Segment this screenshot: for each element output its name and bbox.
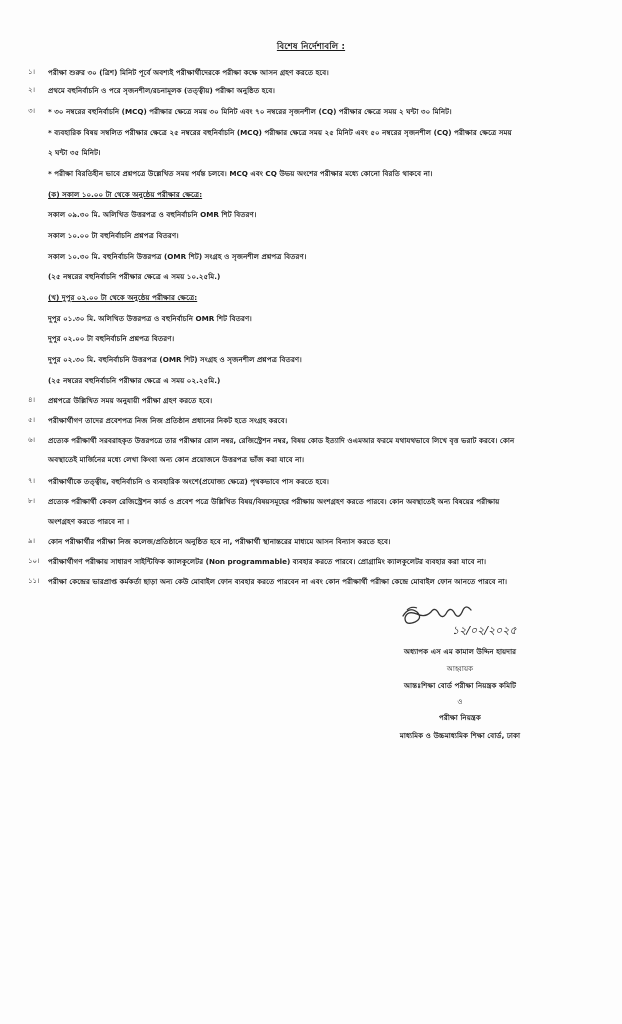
- conjunction: ও: [457, 697, 463, 706]
- item-text: কোন পরীক্ষার্থীর পরীক্ষা নিজ কলেজ/প্রতিষ্ঠানে অনুষ্ঠিত হবে না, পরীক্ষার্থী স্থানান্তরের মাধ্যমে আসন বিন্যাস করতে হবে।: [48, 537, 391, 546]
- item-number: ৪।: [28, 396, 36, 404]
- item-number: ৯।: [28, 537, 36, 545]
- document-title: বিশেষ নির্দেশাবলি :: [276, 42, 346, 52]
- item-number: ১১।: [28, 577, 40, 585]
- item-text: প্রত্যেক পরীক্ষার্থী সরবরাহকৃত উত্তরপত্রে তার পরীক্ষার রোল নম্বর, রেজিস্ট্রেশন নম্বর, বিষয় কোড ইত্যাদি ওএমআর ফরমে যথাযথভাবে লিখে বৃত্ত ভরাট করবে। কোন: [48, 436, 515, 445]
- item-number: ৮।: [28, 497, 36, 505]
- document-page: বিশেষ নির্দেশাবলি : ১। পরীক্ষা শুরুর ৩০ (ত্রিশ) মিনিট পূর্বে অবশ্যই পরীক্ষার্থীদেরকে পরীক্ষা কক্ষে আসন গ্রহণ করতে হবে। ২। প্রথমে বহুনির্বাচনি ও পরে সৃজনশীল/রচনামূলক (তত্ত্বীয়) পরীক্ষা অনুষ্ঠিত হবে। ৩। * ৩০ নম্বরের বহুনির্বাচনি (MCQ) পরীক্ষার ক্ষেত্রে সময় ৩০ মিনিট এবং ৭০ নম্বরের সৃজনশীল (CQ) পরীক্ষার ক্ষেত্রে সময় ২ ঘন্টা ৩০ মিনিট। * ব্যবহারিক বিষয় সম্বলিত পরীক্ষার ক্ষেত্রে ২৫ নম্বরের বহুনির্বাচনি (MCQ) পরীক্ষার ক্ষেত্রে সময় ২৫ মিনিট এবং ৫০ নম্বরের সৃজনশীল (CQ) পরীক্ষার ক্ষেত্রে সময় ২ ঘন্টা ৩৫ মিনিট। * পরীক্ষা বিরতিহীন ভাবে প্রশ্নপত্রে উল্লেখিত সময় পর্যন্ত চলবে। MCQ এবং CQ উভয় অংশের পরীক্ষার মধ্যে কোনো বিরতি থাকবে না। (ক) সকাল ১০.০০ টা থেকে অনুষ্ঠেয় পরীক্ষার ক্ষেত্রে: সকাল ০৯.৩০ মি. অলিখিত উত্তরপত্র ও বহুনির্বাচনি OMR শিট বিতরণ। সকাল ১০.০০ টা বহুনির্বাচনি প্রশ্নপত্র বিতরণ। সকাল ১০.৩০ মি. বহুনির্বাচনি উত্তরপত্র (OMR শিট) সংগ্রহ ও সৃজনশীল প্রশ্নপত্র বিতরণ। (২৫ নম্বরের বহুনির্বাচনি পরীক্ষার ক্ষেত্রে এ সময় ১০.২৫মি.) (খ) দুপুর ০২.০০ টা থেকে অনুষ্ঠেয় পরীক্ষার ক্ষেত্রে: দুপুর ০১.৩০ মি. অলিখিত উত্তরপত্র ও বহুনির্বাচনি OMR শিট বিতরণ। দুপুর ০২.০০ টা বহুনির্বাচনি প্রশ্নপত্র বিতরণ। দুপুর ০২.৩০ মি. বহুনির্বাচনি উত্তরপত্র (OMR শিট) সংগ্রহ ও সৃজনশীল প্রশ্নপত্র বিতরণ। (২৫ নম্বরের বহুনির্বাচনি পরীক্ষার ক্ষেত্রে এ সময় ০২.২৫মি.) ৪। প্রশ্নপত্রে উল্লিখিত সময় অনুযায়ী পরীক্ষা গ্রহণ করতে হবে। ৫। পরীক্ষার্থীগণ তাদের প্রবেশপত্র নিজ নিজ প্রতিষ্ঠান প্রধানের নিকট হতে সংগ্রহ করবে। ৬। প্রত্যেক পরীক্ষার্থী সরবরাহকৃত উত্তরপত্রে তার পরীক্ষার রোল নম্বর, রেজিস্ট্রেশন নম্বর, বিষয় কোড ইত্যাদি ওএমআর ফরমে যথাযথভাবে লিখে বৃত্ত ভরাট করবে। কোন অবস্থাতেই মার্জিনের মধ্যে লেখা কিংবা অন্য কোন প্রয়োজনে উত্তরপত্র ভাঁজ করা যাবে না। ৭। পরীক্ষার্থীকে তত্ত্বীয়, বহুনির্বাচনি ও ব্যবহারিক অংশে(প্রযোজ্য ক্ষেত্রে) পৃথকভাবে পাস করতে হবে। ৮। প্রত্যেক পরীক্ষার্থী কেবল রেজিস্ট্রেশন কার্ড ও প্রবেশ পত্রে উল্লিখিত বিষয়/বিষয়সমূহের পরীক্ষায় অংশগ্রহণ করতে পারবে। কোন অবস্থাতেই অন্য বিষয়ের পরীক্ষায় অংশগ্রহণ করতে পারবে না । ৯। কোন পরীক্ষার্থীর পরীক্ষা নিজ কলেজ/প্রতিষ্ঠানে অনুষ্ঠিত হবে না, পরীক্ষার্থী স্থানান্তরের মাধ্যমে আসন বিন্যাস করতে হবে। ১০। পরীক্ষার্থীগণ পরীক্ষায় সাধারণ সাইন্টিফিক ক্যালকুলেটর (Non programmable) ব্যবহার করতে পারবে। প্রোগ্রামিং ক্যালকুলেটর ব্যবহার করা যাবে না। ১১। পরীক্ষা কেন্দ্রের ভারপ্রাপ্ত কর্মকর্তা ছাড়া অন্য কেউ মোবাইল ফোন ব্যবহার করতে পারবেন না এবং কোন পরীক্ষার্থী পরীক্ষা কেন্দ্রে মোবাইল ফোন আনতে পারবে না। ১২/০২/২০২৫ অধ্যাপক এস এম কামাল উদ্দিন হায়দার আহ্বায়ক আন্তঃশিক্ষা বোর্ড পরীক্ষা নিয়ন্ত্রক কমিটি ও পরীক্ষা নিয়ন্ত্রক মাধ্যমিক ও উচ্চমাধ্যমিক শিক্ষা বোর্ড, ঢাকা: [0, 0, 622, 1024]
- signature-date: ১২/০২/২০২৫: [452, 624, 517, 637]
- committee-name: আন্তঃশিক্ষা বোর্ড পরীক্ষা নিয়ন্ত্রক কমিটি: [403, 681, 517, 690]
- item-text: অবস্থাতেই মার্জিনের মধ্যে লেখা কিংবা অন্য কোন প্রয়োজনে উত্তরপত্র ভাঁজ করা যাবে না।: [48, 455, 305, 464]
- item-text: পরীক্ষার্থীগণ পরীক্ষায় সাধারণ সাইন্টিফিক ক্যালকুলেটর (Non programmable) ব্যবহার করতে পারবে। প্রোগ্রামিং ক্যালকুলেটর ব্যবহার করা যাবে না।: [48, 557, 487, 566]
- item-text: প্রথমে বহুনির্বাচনি ও পরে সৃজনশীল/রচনামূলক (তত্ত্বীয়) পরীক্ষা অনুষ্ঠিত হবে।: [48, 86, 275, 95]
- item-text: পরীক্ষা কেন্দ্রের ভারপ্রাপ্ত কর্মকর্তা ছাড়া অন্য কেউ মোবাইল ফোন ব্যবহার করতে পারবেন না এবং কোন পরীক্ষার্থী পরীক্ষা কেন্দ্রে মোবাইল ফোন আনতে পারবে না।: [48, 577, 508, 586]
- item-text: * ৩০ নম্বরের বহুনির্বাচনি (MCQ) পরীক্ষার ক্ষেত্রে সময় ৩০ মিনিট এবং ৭০ নম্বরের সৃজনশীল (CQ) পরীক্ষার ক্ষেত্রে সময় ২ ঘন্টা ৩০ মিনিট।: [48, 107, 452, 116]
- signatory-name: অধ্যাপক এস এম কামাল উদ্দিন হায়দার: [403, 647, 517, 656]
- item-text: পরীক্ষার্থীকে তত্ত্বীয়, বহুনির্বাচনি ও ব্যবহারিক অংশে(প্রযোজ্য ক্ষেত্রে) পৃথকভাবে পাস করতে হবে।: [48, 477, 329, 486]
- item-number: ৭।: [28, 477, 36, 485]
- item-number: ৬।: [28, 436, 36, 444]
- item-text: প্রশ্নপত্রে উল্লিখিত সময় অনুযায়ী পরীক্ষা গ্রহণ করতে হবে।: [48, 396, 213, 405]
- item-number: ১।: [28, 68, 36, 76]
- item-number: ৩।: [28, 107, 36, 115]
- item-text: * ব্যবহারিক বিষয় সম্বলিত পরীক্ষার ক্ষেত্রে ২৫ নম্বরের বহুনির্বাচনি (MCQ) পরীক্ষার ক্ষেত্রে সময় ২৫ মিনিট এবং ৫০ নম্বরের সৃজনশীল (CQ) পরীক্ষার ক্ষেত্রে সময়: [48, 128, 512, 137]
- signatory-role-2: পরীক্ষা নিয়ন্ত্রক: [439, 713, 481, 722]
- item-text: * পরীক্ষা বিরতিহীন ভাবে প্রশ্নপত্রে উল্লেখিত সময় পর্যন্ত চলবে। MCQ এবং CQ উভয় অংশের পরীক্ষার মধ্যে কোনো বিরতি থাকবে না।: [48, 169, 433, 178]
- item-text: ২ ঘন্টা ৩৫ মিনিট।: [48, 148, 101, 157]
- item-text: পরীক্ষা শুরুর ৩০ (ত্রিশ) মিনিট পূর্বে অবশ্যই পরীক্ষার্থীদেরকে পরীক্ষা কক্ষে আসন গ্রহণ করতে হবে।: [48, 68, 329, 77]
- signatory-role: আহ্বায়ক: [446, 664, 474, 673]
- item-number: ২।: [28, 86, 36, 94]
- item-text: পরীক্ষার্থীগণ তাদের প্রবেশপত্র নিজ নিজ প্রতিষ্ঠান প্রধানের নিকট হতে সংগ্রহ করবে।: [48, 416, 288, 425]
- item-text: অংশগ্রহণ করতে পারবে না ।: [48, 517, 130, 526]
- item-number: ১০।: [28, 557, 40, 565]
- item-number: ৫।: [28, 416, 36, 424]
- board-name: মাধ্যমিক ও উচ্চমাধ্যমিক শিক্ষা বোর্ড, ঢাকা: [399, 731, 521, 740]
- item-text: প্রত্যেক পরীক্ষার্থী কেবল রেজিস্ট্রেশন কার্ড ও প্রবেশ পত্রে উল্লিখিত বিষয়/বিষয়সমূহের পরীক্ষায় অংশগ্রহণ করতে পারবে। কোন অবস্থাতেই অন্য বিষয়ের পরীক্ষায়: [48, 497, 500, 506]
